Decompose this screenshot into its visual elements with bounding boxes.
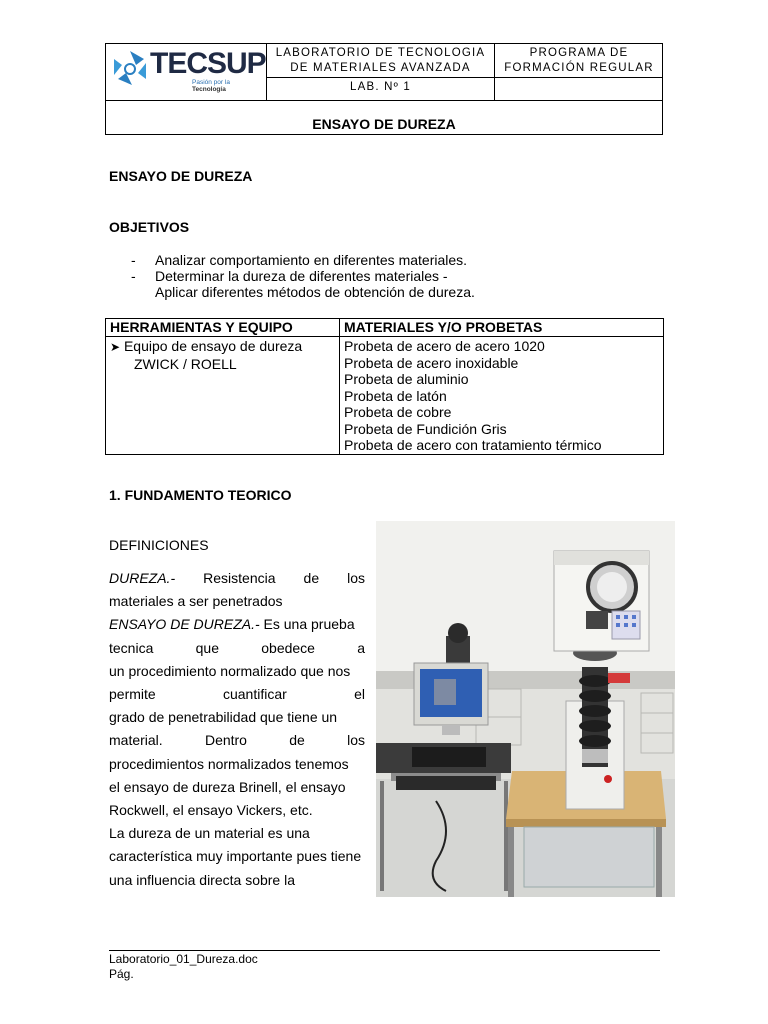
materials-list [344,338,602,454]
arrow-bullet-icon: ➤ [110,340,121,354]
objective-bullet-2: - [131,268,136,284]
tecsup-logo [110,47,264,91]
footer-filename: Laboratorio_01_Dureza.doc [109,952,258,966]
header-title: ENSAYO DE DUREZA [312,116,456,132]
material-item: Probeta de cobre [344,404,452,420]
definitions-paragraph: DUREZA.- Resistencia de los materiales a ser penetrados ENSAYO DE DUREZA.- Es una prueba tecnica que obedece a un procedimiento normalizado que nos permite cuantificar el grado de penetrabilidad que tiene un material. Dentro de los procedimientos normalizados tenemos el ensayo de dureza Brinell, el ensayo Rockwell, el ensayo Vickers, etc. La dureza de un material es una característica muy importante pues tiene una influencia directa sobre la [109,570,366,888]
objectives-heading: OBJETIVOS [109,219,190,235]
objective-item-1: Analizar comportamiento en diferentes materiales. [155,252,468,268]
lab-name: LABORATORIO DE TECNOLOGIA DE MATERIALES AVANZADA [275,47,486,74]
tools-header: HERRAMIENTAS Y EQUIPO [110,319,293,335]
header-table [105,43,663,135]
material-item: Probeta de aluminio [344,371,469,387]
material-item: Probeta de latón [344,387,447,404]
hardness-tester-photo [376,521,675,897]
footer [109,952,258,982]
logo-tagline: Pasión por la Tecnología [192,79,230,93]
material-item: Probeta de acero con tratamiento térmico [344,437,602,453]
program-name: PROGRAMA DE FORMACIÓN REGULAR [504,47,654,74]
tools-materials-table [105,318,664,455]
tecsup-logo-icon [110,49,150,89]
objective-bullet-1: - [131,252,136,268]
footer-page: Pág. [109,967,134,981]
logo-text: TECSUP [150,47,266,80]
material-item: Probeta de Fundición Gris [344,420,507,437]
definiciones-label: DEFINICIONES [109,537,209,553]
objective-item-3: Aplicar diferentes métodos de obtención de dureza. [155,284,475,300]
objective-item-2: Determinar la dureza de diferentes materiales - [155,268,448,284]
material-item: Probeta de acero inoxidable [344,354,519,371]
section-title: ENSAYO DE DUREZA [109,168,253,184]
materials-header: MATERIALES Y/O PROBETAS [344,319,543,335]
footer-rule [109,950,660,951]
lab-number: LAB. Nº 1 [349,81,412,93]
fundamento-heading: 1. FUNDAMENTO TEORICO [109,487,292,503]
material-item: Probeta de acero de acero 1020 [344,338,545,354]
tool-item: ➤ Equipo de ensayo de dureza ZWICK / ROELL [110,338,303,372]
